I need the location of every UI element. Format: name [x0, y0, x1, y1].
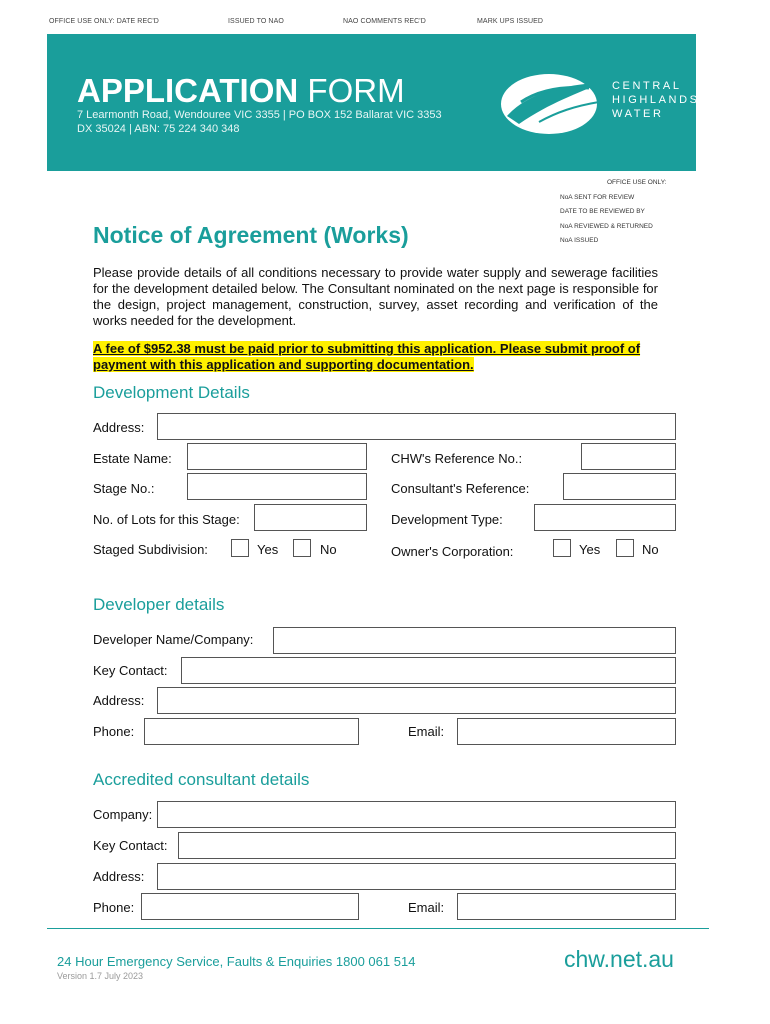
- address-line-2: DX 35024 | ABN: 75 224 340 348: [77, 123, 240, 135]
- developer-key-contact-label: Key Contact:: [93, 663, 168, 678]
- developer-phone-label: Phone:: [93, 724, 135, 739]
- section-consultant-details: Accredited consultant details: [93, 770, 310, 789]
- logo-text-2: HIGHLANDS: [612, 94, 700, 106]
- consultant-reference-label: Consultant's Reference:: [391, 481, 530, 496]
- estate-name-field[interactable]: [187, 443, 367, 470]
- website-link[interactable]: chw.net.au: [564, 946, 674, 972]
- developer-address-field[interactable]: [157, 687, 676, 714]
- office-use-item: NoA REVIEWED & RETURNED: [560, 223, 653, 230]
- consultant-reference-field[interactable]: [563, 473, 676, 500]
- owners-corporation-label: Owner's Corporation:: [391, 544, 514, 559]
- staged-yes-label: Yes: [257, 542, 279, 557]
- chw-logo-icon: [499, 72, 609, 136]
- footer-divider: [47, 928, 709, 929]
- dev-address-field[interactable]: [157, 413, 676, 440]
- version-text: Version 1.7 July 2023: [57, 971, 144, 981]
- logo-text-3: WATER: [612, 108, 664, 120]
- stage-no-field[interactable]: [187, 473, 367, 500]
- chw-reference-field[interactable]: [581, 443, 676, 470]
- dev-address-label: Address:: [93, 420, 145, 435]
- developer-phone-field[interactable]: [144, 718, 359, 745]
- developer-key-contact-field[interactable]: [181, 657, 676, 684]
- emergency-service-text: 24 Hour Emergency Service, Faults & Enquiries 1800 061 514: [57, 954, 416, 969]
- estate-name-label: Estate Name:: [93, 451, 172, 466]
- office-use-item: NoA SENT FOR REVIEW: [560, 194, 635, 201]
- fee-notice: [93, 341, 678, 373]
- developer-name-field[interactable]: [273, 627, 676, 654]
- staged-yes-checkbox[interactable]: [231, 539, 249, 557]
- development-type-label: Development Type:: [391, 512, 503, 527]
- staged-no-checkbox[interactable]: [293, 539, 311, 557]
- header-banner: [47, 34, 700, 171]
- consultant-phone-label: Phone:: [93, 900, 135, 915]
- owners-yes-label: Yes: [579, 542, 601, 557]
- stamp-issued-to-nao: ISSUED TO NAO: [228, 18, 284, 25]
- lots-label: No. of Lots for this Stage:: [93, 512, 240, 527]
- consultant-address-field[interactable]: [157, 863, 676, 890]
- document-title: Notice of Agreement (Works): [93, 222, 409, 248]
- consultant-company-label: Company:: [93, 807, 153, 822]
- section-developer-details: Developer details: [93, 595, 225, 614]
- owners-no-checkbox[interactable]: [616, 539, 634, 557]
- stamp-nao-comments: NAO COMMENTS REC'D: [343, 18, 426, 25]
- chw-reference-label: CHW's Reference No.:: [391, 451, 523, 466]
- consultant-phone-field[interactable]: [141, 893, 359, 920]
- address-line-1: 7 Learmonth Road, Wendouree VIC 3355 | PO BOX 152 Ballarat VIC 3353: [77, 109, 442, 121]
- office-use-item: NoA ISSUED: [560, 237, 599, 244]
- office-use-item: DATE TO BE REVIEWED BY: [560, 208, 645, 215]
- staged-subdivision-label: Staged Subdivision:: [93, 542, 208, 557]
- form-title-bold: APPLICATION: [77, 72, 299, 109]
- consultant-email-field[interactable]: [457, 893, 676, 920]
- developer-address-label: Address:: [93, 693, 145, 708]
- staged-no-label: No: [320, 542, 337, 557]
- section-development-details: Development Details: [93, 383, 250, 402]
- office-use-heading: OFFICE USE ONLY:: [607, 179, 667, 186]
- owners-yes-checkbox[interactable]: [553, 539, 571, 557]
- developer-email-label: Email:: [408, 724, 445, 739]
- stamp-date-received: OFFICE USE ONLY: DATE REC'D: [49, 18, 159, 25]
- form-title-light: FORM: [307, 72, 405, 109]
- developer-name-label: Developer Name/Company:: [93, 632, 254, 647]
- consultant-key-contact-field[interactable]: [178, 832, 676, 859]
- fee-notice-text: A fee of $952.38 must be paid prior to submitting this application. Please submit proof of payment with this application and supporting documentation.: [93, 341, 641, 372]
- lots-field[interactable]: [254, 504, 367, 531]
- consultant-address-label: Address:: [93, 869, 145, 884]
- intro-paragraph: Please provide details of all conditions necessary to provide water supply and sewerage facilities for the development detailed below. The Consultant nominated on the next page is responsible for the design, project management, construction, survey, asset recording and verification of the works needed for the development.: [93, 265, 658, 328]
- stage-no-label: Stage No.:: [93, 481, 155, 496]
- stamp-markups-issued: MARK UPS ISSUED: [477, 18, 544, 25]
- consultant-email-label: Email:: [408, 900, 445, 915]
- owners-no-label: No: [642, 542, 659, 557]
- development-type-field[interactable]: [534, 504, 676, 531]
- consultant-key-contact-label: Key Contact:: [93, 838, 168, 853]
- form-title: [77, 72, 405, 110]
- consultant-company-field[interactable]: [157, 801, 676, 828]
- logo-text-1: CENTRAL: [612, 80, 682, 92]
- developer-email-field[interactable]: [457, 718, 676, 745]
